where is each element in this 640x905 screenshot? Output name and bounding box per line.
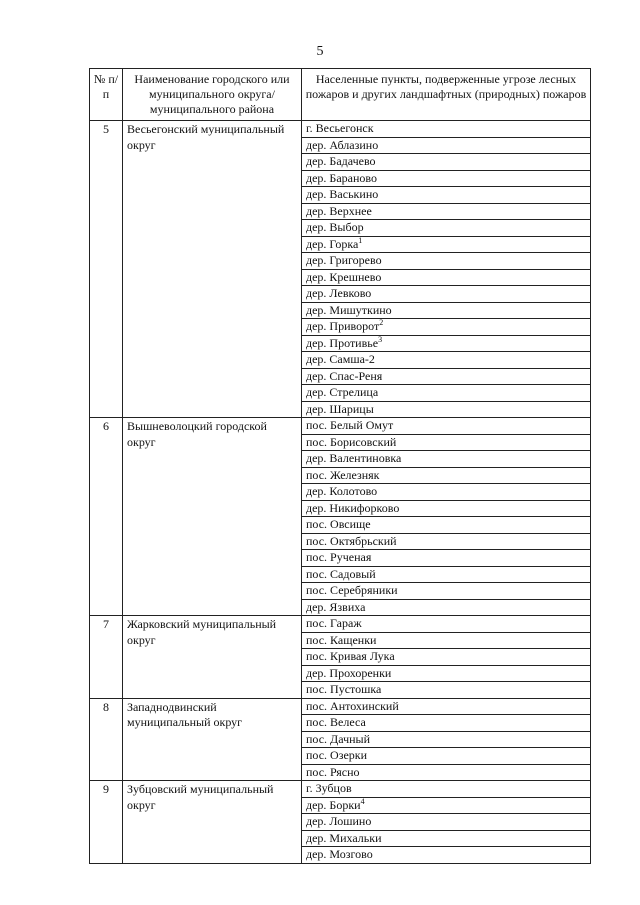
settlement-cell — [302, 599, 591, 616]
settlement-cell — [302, 451, 591, 468]
settlement-name: пос. Кривая Лука — [306, 649, 395, 663]
settlement-name: дер. Бараново — [306, 170, 377, 185]
settlements-table — [89, 68, 591, 864]
district-name: Жарковский муниципальный округ — [123, 616, 302, 699]
settlement-name: пос. Рясно — [306, 764, 360, 779]
settlement-cell — [302, 649, 591, 666]
settlement-cell — [302, 847, 591, 864]
settlement-cell — [302, 187, 591, 204]
settlement-cell — [302, 154, 591, 171]
settlement-name: пос. Антохинский — [306, 698, 399, 713]
settlement-cell — [302, 335, 591, 352]
settlement-cell — [302, 550, 591, 567]
settlement-name: дер. Левково — [306, 286, 372, 300]
settlement-cell — [302, 748, 591, 765]
table-row — [90, 781, 591, 798]
settlement-name: дер. Мишуткино — [306, 302, 392, 317]
settlement-name: дер. Выбор — [306, 220, 364, 234]
settlement-name: пос. Белый Омут — [306, 418, 394, 432]
footnote-marker: 4 — [360, 796, 365, 806]
settlement-name: дер. Спас-Реня — [306, 368, 383, 383]
settlement-cell — [302, 203, 591, 220]
settlement-name: дер. Колотово — [306, 484, 378, 498]
settlement-cell — [302, 121, 591, 138]
settlement-name: пос. Дачный — [306, 731, 371, 746]
settlement-cell — [302, 253, 591, 270]
settlement-cell — [302, 715, 591, 732]
settlement-name: дер. Верхнее — [306, 203, 372, 218]
row-number: 8 — [90, 698, 123, 781]
settlement-name: пос. Гараж — [306, 616, 362, 630]
district-name: Вышневолоцкий городской округ — [123, 418, 302, 616]
settlement-cell — [302, 484, 591, 501]
settlement-name: дер. Борки — [306, 797, 361, 812]
settlement-name: дер. Горка — [306, 236, 359, 251]
settlement-name: дер. Михальки — [306, 830, 382, 845]
settlement-cell — [302, 302, 591, 319]
settlement-cell — [302, 566, 591, 583]
settlement-name: дер. Прохоренки — [306, 665, 392, 680]
settlement-name: пос. Кащенки — [306, 632, 377, 647]
settlement-name: дер. Валентиновка — [306, 451, 402, 465]
table-row — [90, 121, 591, 138]
settlement-cell — [302, 698, 591, 715]
settlement-cell — [302, 401, 591, 418]
header-settlements: Населенные пункты, подверженные угрозе лесных пожаров и других ландшафтных (природных) пожаров — [302, 69, 591, 121]
footnote-marker: 3 — [378, 334, 383, 344]
settlement-name: пос. Озерки — [306, 748, 368, 762]
settlement-name: пос. Садовый — [306, 566, 376, 581]
settlement-name: дер. Лошино — [306, 814, 372, 828]
settlement-cell — [302, 434, 591, 451]
settlement-name: г. Весьегонск — [306, 121, 374, 135]
settlement-cell — [302, 319, 591, 336]
footnote-marker: 1 — [358, 235, 363, 245]
footnote-marker: 2 — [379, 318, 384, 327]
settlement-name: дер. Бадачево — [306, 154, 376, 168]
district-name: Зубцовский муниципальный округ — [123, 781, 302, 864]
settlement-name: дер. Язвиха — [306, 599, 366, 614]
district-name: Весьегонский муниципальный округ — [123, 121, 302, 418]
settlement-cell — [302, 352, 591, 369]
settlement-cell — [302, 616, 591, 633]
settlement-cell — [302, 665, 591, 682]
table-row — [90, 616, 591, 633]
settlement-name: дер. Мозгово — [306, 847, 373, 861]
settlement-cell — [302, 632, 591, 649]
settlement-name: пос. Овсище — [306, 517, 371, 531]
header-number: № п/п — [90, 69, 123, 121]
settlement-cell — [302, 533, 591, 550]
settlement-cell — [302, 467, 591, 484]
table-header — [90, 69, 591, 121]
settlement-cell — [302, 731, 591, 748]
settlement-cell — [302, 418, 591, 435]
row-number: 5 — [90, 121, 123, 418]
settlement-name: пос. Серебряники — [306, 583, 398, 597]
settlement-name: дер. Шарицы — [306, 401, 374, 416]
settlement-cell — [302, 286, 591, 303]
settlement-name: дер. Васькино — [306, 187, 379, 201]
table-row — [90, 698, 591, 715]
settlement-cell — [302, 236, 591, 253]
settlement-cell — [302, 385, 591, 402]
settlement-cell — [302, 368, 591, 385]
table-row — [90, 418, 591, 435]
settlement-name: дер. Приворот — [306, 319, 380, 333]
settlement-cell — [302, 220, 591, 237]
settlement-cell — [302, 781, 591, 798]
settlement-cell — [302, 814, 591, 831]
page-number: 5 — [316, 44, 324, 59]
settlement-cell — [302, 269, 591, 286]
settlement-name: дер. Крешнево — [306, 269, 382, 284]
settlement-name: пос. Борисовский — [306, 434, 397, 449]
header-district: Наименование городского или муниципального округа/муниципального района — [123, 69, 302, 121]
settlement-name: дер. Григорево — [306, 253, 382, 267]
settlement-name: дер. Стрелица — [306, 385, 379, 399]
settlement-name: пос. Рученая — [306, 550, 372, 564]
settlement-cell — [302, 764, 591, 781]
settlement-cell — [302, 517, 591, 534]
settlement-cell — [302, 830, 591, 847]
settlement-name: дер. Самша-2 — [306, 352, 375, 366]
table-body — [90, 121, 591, 864]
settlement-cell — [302, 682, 591, 699]
row-number: 9 — [90, 781, 123, 864]
settlement-cell — [302, 137, 591, 154]
settlement-name: дер. Противье — [306, 335, 379, 350]
row-number: 7 — [90, 616, 123, 699]
settlement-name: пос. Железняк — [306, 467, 380, 482]
settlement-name: г. Зубцов — [306, 781, 352, 795]
settlement-name: пос. Пустошка — [306, 682, 382, 696]
settlement-cell — [302, 170, 591, 187]
settlement-cell — [302, 797, 591, 814]
settlement-cell — [302, 583, 591, 600]
settlement-name: пос. Велеса — [306, 715, 366, 729]
settlement-name: дер. Никифорково — [306, 500, 400, 515]
settlement-name: дер. Аблазино — [306, 137, 379, 152]
settlement-name: пос. Октябрьский — [306, 533, 397, 548]
settlement-cell — [302, 500, 591, 517]
row-number: 6 — [90, 418, 123, 616]
district-name: Западнодвинский муниципальный округ — [123, 698, 302, 781]
